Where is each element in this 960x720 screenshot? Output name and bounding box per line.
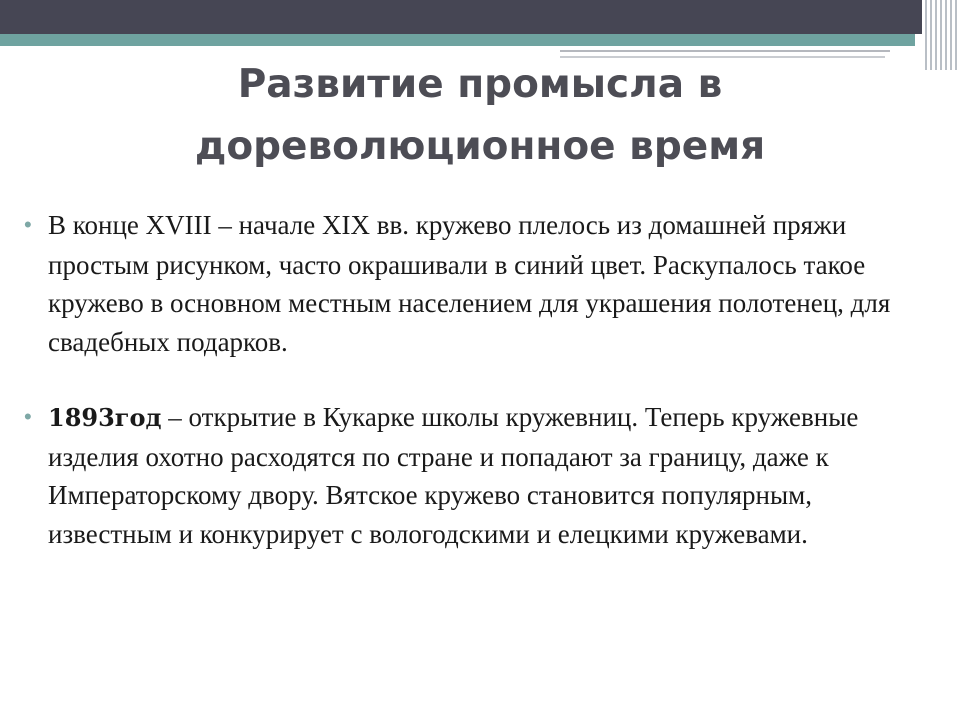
bullet-text-2: – открытие в Кукарке школы кружевниц. Теперь кружевные изделия охотно расходятся по стране и попадают за границу, даже к Императорскому двору. Вятское кружево становится популярным, известным и конкурирует с вологодскими и елецкими кружевами. bbox=[48, 402, 859, 549]
decorative-stripes bbox=[922, 0, 960, 70]
bullet-text-1: В конце XVIII – начале XIX вв. кружево плелось из домашней пряжи простым рисунком, часто окрашивали в синий цвет. Раскупалось такое кружево в основном местным населением для украшения полотенец, для свадебных подарков. bbox=[48, 210, 891, 357]
bullet-lead-2: 1893год bbox=[48, 403, 162, 432]
bullet-item-1 bbox=[22, 206, 902, 361]
bullet-icon: • bbox=[24, 212, 32, 237]
slide-body bbox=[22, 206, 902, 553]
bullet-item-2 bbox=[22, 398, 902, 553]
header-band bbox=[0, 0, 960, 34]
accent-band bbox=[0, 34, 915, 46]
slide-title: Развитие промысла в дореволюционное время bbox=[194, 62, 766, 169]
bullet-icon: • bbox=[24, 404, 32, 429]
decorative-line bbox=[560, 50, 890, 52]
